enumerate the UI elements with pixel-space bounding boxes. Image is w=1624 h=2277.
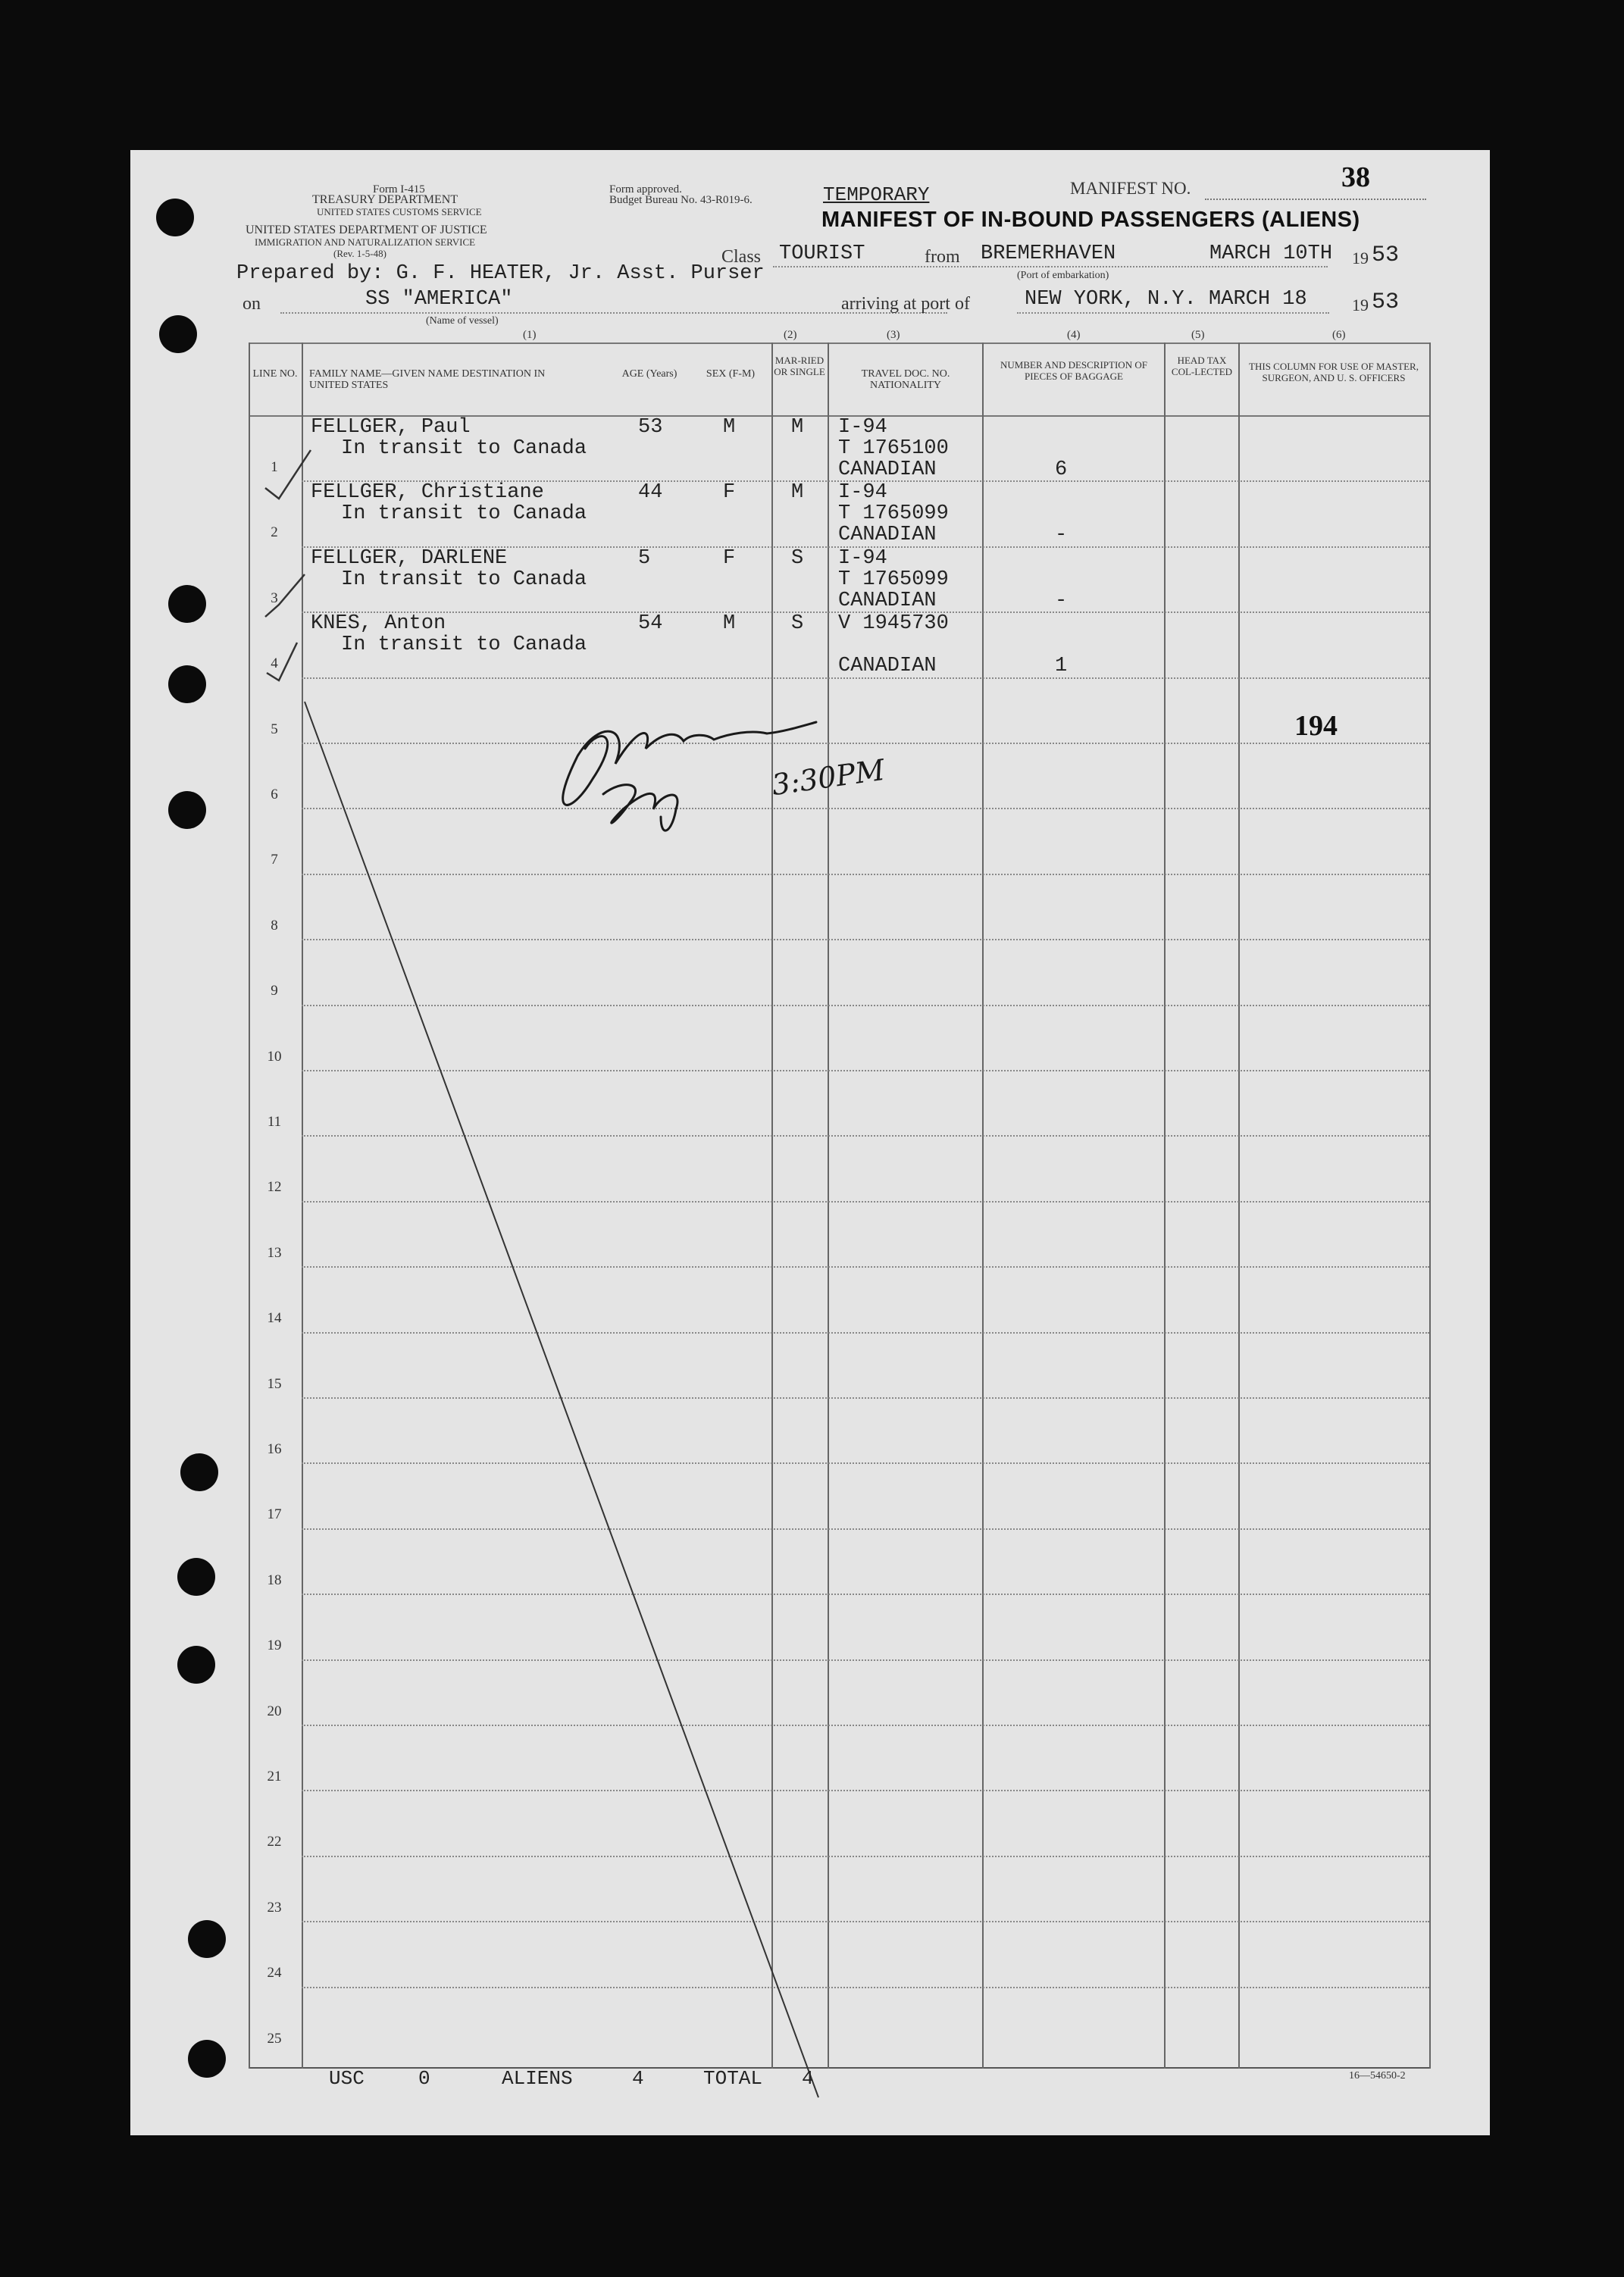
col-num-5: (5)	[1191, 329, 1205, 341]
from-label: from	[925, 247, 960, 267]
line-number: 14	[267, 1310, 282, 1326]
nationality: CANADIAN	[838, 655, 937, 677]
passenger-marital: M	[791, 481, 804, 504]
line-number: 22	[267, 1834, 282, 1850]
form-number: Form I-415	[373, 183, 425, 195]
line-number: 17	[267, 1506, 282, 1522]
checkmark	[265, 574, 305, 617]
line-number: 15	[267, 1376, 282, 1392]
passenger-age: 53	[638, 416, 663, 439]
baggage-count: 1	[1055, 655, 1068, 677]
footer-total-value: 4	[802, 2067, 814, 2090]
passenger-destination: In transit to Canada	[341, 502, 587, 525]
passenger-sex: M	[723, 612, 736, 635]
line-number: 4	[271, 655, 278, 671]
passenger-age: 5	[638, 547, 651, 570]
travel-doc-2: T 1765099	[838, 568, 949, 591]
year-2: 53	[1372, 289, 1400, 315]
nationality: CANADIAN	[838, 590, 937, 612]
travel-doc-2: T 1765099	[838, 502, 949, 525]
travel-doc-1: I-94	[838, 547, 887, 570]
line-number: 25	[267, 2031, 282, 2047]
passenger-marital: S	[791, 547, 804, 570]
line-number: 9	[271, 983, 278, 999]
temporary-label: TEMPORARY	[823, 183, 930, 206]
from-value: BREMERHAVEN	[981, 242, 1116, 265]
col-num-4: (4)	[1067, 329, 1081, 341]
line-number: 23	[267, 1900, 282, 1916]
checkmark	[267, 643, 297, 680]
manifest-page	[130, 150, 1490, 2135]
travel-doc-1: I-94	[838, 416, 887, 439]
baggage-count: -	[1055, 524, 1068, 546]
line-number: 12	[267, 1179, 282, 1195]
signature-and-strike	[130, 150, 1490, 2135]
year-prefix-1: 19	[1352, 249, 1369, 267]
col-header-married: MAR-RIED OR SINGLE	[774, 355, 825, 377]
print-code: 16—54650-2	[1349, 2070, 1406, 2082]
passenger-destination: In transit to Canada	[341, 568, 587, 591]
col-header-officers: THIS COLUMN FOR USE OF MASTER, SURGEON, AND U. S. OFFICERS	[1249, 361, 1419, 383]
justice-label: UNITED STATES DEPARTMENT OF JUSTICE	[246, 224, 487, 236]
line-number: 21	[267, 1769, 282, 1784]
footer-aliens-value: 4	[632, 2067, 644, 2090]
line-number: 19	[267, 1637, 282, 1653]
line-number: 6	[271, 787, 278, 802]
passenger-marital: M	[791, 416, 804, 439]
arriving-label: arriving at port of	[841, 294, 970, 314]
rev-label: (Rev. 1-5-48)	[333, 248, 386, 259]
passenger-age: 54	[638, 612, 663, 635]
col-header-head-tax: HEAD TAX COL-LECTED	[1171, 355, 1233, 377]
line-number: 8	[271, 918, 278, 934]
passenger-age: 44	[638, 481, 663, 504]
footer-aliens-label: ALIENS	[502, 2067, 573, 2090]
page-title: MANIFEST OF IN-BOUND PASSENGERS (ALIENS)	[821, 208, 1360, 232]
col-header-baggage: NUMBER AND DESCRIPTION OF PIECES OF BAGGAGE	[1000, 359, 1147, 382]
budget-label: Budget Bureau No. 43-R019-6.	[609, 194, 753, 206]
on-label: on	[243, 294, 261, 314]
class-value: TOURIST	[779, 242, 865, 265]
line-number: 24	[267, 1965, 282, 1981]
col-num-6: (6)	[1332, 329, 1346, 341]
footer-usc-value: 0	[418, 2067, 430, 2090]
travel-doc-1: V 1945730	[838, 612, 949, 635]
passenger-name: FELLGER, Paul	[311, 416, 471, 439]
passenger-marital: S	[791, 612, 804, 635]
travel-doc-2: T 1765100	[838, 437, 949, 460]
baggage-count: -	[1055, 590, 1068, 612]
line-number: 5	[271, 721, 278, 737]
baggage-count: 6	[1055, 458, 1068, 481]
col-header-sex: SEX (F-M)	[706, 368, 756, 380]
col-header-age: AGE (Years)	[621, 368, 677, 380]
prepared-by: Prepared by: G. F. HEATER, Jr. Asst. Purser	[236, 262, 765, 285]
passenger-name: KNES, Anton	[311, 612, 446, 635]
dept-label: TREASURY DEPARTMENT	[312, 193, 458, 206]
passenger-sex: M	[723, 416, 736, 439]
line-number: 10	[267, 1049, 282, 1065]
class-label: Class	[721, 247, 762, 267]
passenger-destination: In transit to Canada	[341, 633, 587, 656]
arrival-port: NEW YORK, N.Y. MARCH 18	[1025, 288, 1307, 311]
signature-initials	[603, 785, 677, 830]
strike-line	[305, 702, 818, 2097]
line-number: 20	[267, 1703, 282, 1719]
nationality: CANADIAN	[838, 458, 937, 481]
nationality: CANADIAN	[838, 524, 937, 546]
line-number: 18	[267, 1572, 282, 1588]
passenger-name: FELLGER, DARLENE	[311, 547, 508, 570]
vessel-name: SS "AMERICA"	[365, 288, 513, 311]
line-number: 11	[267, 1114, 282, 1130]
approved-label: Form approved.	[609, 183, 682, 195]
vessel-label: (Name of vessel)	[426, 315, 499, 327]
passenger-name: FELLGER, Christiane	[311, 481, 544, 504]
line-number: 3	[271, 590, 278, 606]
col-header-line-no: LINE NO.	[252, 368, 298, 380]
col-num-1: (1)	[523, 329, 537, 341]
customs-label: UNITED STATES CUSTOMS SERVICE	[317, 206, 482, 217]
col-header-travel-doc: TRAVEL DOC. NO. NATIONALITY	[861, 368, 950, 391]
handwritten-time: 3:30PM	[769, 752, 887, 802]
col-header-name: FAMILY NAME—GIVEN NAME DESTINATION IN UNITED STATES	[309, 368, 546, 391]
ins-label: IMMIGRATION AND NATURALIZATION SERVICE	[255, 236, 476, 248]
stamp-number: 194	[1294, 710, 1338, 742]
year-prefix-2: 19	[1352, 296, 1369, 314]
line-number: 1	[271, 459, 278, 475]
year-1: 53	[1372, 242, 1400, 268]
manifest-number: 38	[1341, 161, 1370, 193]
travel-doc-1: I-94	[838, 481, 887, 504]
col-num-2: (2)	[784, 329, 797, 341]
depart-date: MARCH 10TH	[1209, 242, 1333, 265]
passenger-sex: F	[723, 547, 736, 570]
line-number: 13	[267, 1245, 282, 1261]
line-number: 2	[271, 524, 278, 540]
passenger-destination: In transit to Canada	[341, 437, 587, 460]
footer-total-label: TOTAL	[703, 2067, 763, 2090]
col-num-3: (3)	[887, 329, 900, 341]
passenger-sex: F	[723, 481, 736, 504]
checkmark	[265, 450, 311, 499]
port-embark-label: (Port of embarkation)	[1017, 270, 1109, 281]
footer-usc-label: USC	[329, 2067, 365, 2090]
manifest-no-label: MANIFEST NO.	[1070, 179, 1191, 198]
line-number: 7	[271, 852, 278, 868]
line-number: 16	[267, 1441, 282, 1457]
